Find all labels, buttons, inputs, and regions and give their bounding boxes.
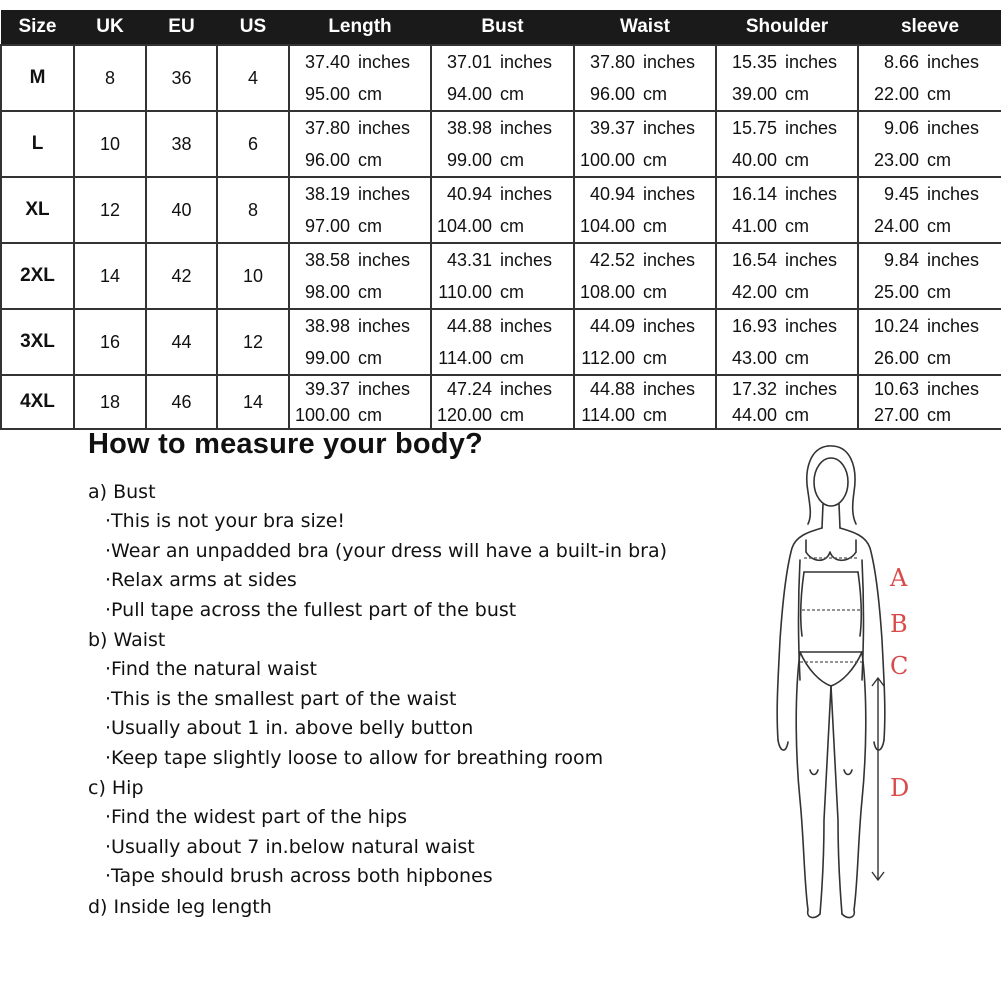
measurement-cm-line	[575, 342, 715, 374]
waist-cell	[574, 111, 716, 177]
shoulder-cell	[716, 309, 858, 375]
us-cell: 12	[217, 309, 289, 375]
measurement-unit: cm	[358, 347, 382, 368]
size-cell: 3XL	[1, 309, 74, 375]
measurement-value: 110.00	[438, 281, 492, 302]
measurement-value: 39.37	[589, 117, 635, 138]
measurement-unit: cm	[927, 347, 951, 368]
eu-cell: 44	[146, 309, 217, 375]
measurement-in-line	[432, 244, 573, 276]
measurement-value: 96.00	[304, 149, 350, 170]
measurement-value: 44.09	[589, 315, 635, 336]
measurement-value: 16.14	[731, 183, 777, 204]
measurement-cm-line	[290, 144, 430, 176]
label-c: C	[890, 652, 909, 680]
measurement-cm-line	[717, 144, 857, 176]
size-cell: 2XL	[1, 243, 74, 309]
sleeve-cell	[858, 177, 1001, 243]
us-cell: 4	[217, 45, 289, 111]
measurement-in-line	[859, 178, 1001, 210]
length-cell	[289, 375, 431, 429]
measurement-value: 37.80	[304, 117, 350, 138]
waist-cell	[574, 243, 716, 309]
measurement-cm-line	[859, 144, 1001, 176]
measurement-in-line	[290, 46, 430, 78]
measurement-in-line	[859, 310, 1001, 342]
sleeve-cell	[858, 111, 1001, 177]
measurement-value: 10.63	[873, 378, 919, 399]
measurement-value: 39.00	[731, 83, 777, 104]
measurement-unit: inches	[785, 378, 838, 399]
measurement-unit: cm	[643, 149, 667, 170]
measurement-cm-line	[432, 402, 573, 428]
measurement-value: 94.00	[446, 83, 492, 104]
measurement-cm-line	[575, 402, 715, 428]
table-row	[1, 243, 1001, 309]
measurement-unit: cm	[500, 347, 524, 368]
tip-item: ·Keep tape slightly loose to allow for breathing room	[105, 746, 604, 769]
measurement-unit: inches	[500, 117, 553, 138]
measurement-cm-line	[290, 78, 430, 110]
waist-cell	[574, 309, 716, 375]
measurement-in-line	[717, 310, 857, 342]
tip-item: ·Find the natural waist	[105, 658, 317, 680]
measurement-in-line	[575, 178, 715, 210]
measurement-unit: cm	[500, 83, 524, 104]
measurement-unit: inches	[927, 315, 980, 336]
measurement-value: 104.00	[436, 215, 492, 236]
measurement-unit: cm	[358, 404, 382, 425]
measurement-in-line	[290, 112, 430, 144]
guide-section-waist	[88, 625, 603, 773]
shoulder-cell	[716, 243, 858, 309]
header-length: Length	[289, 10, 431, 45]
measurement-in-line	[859, 46, 1001, 78]
measurement-value: 114.00	[438, 347, 492, 368]
measurement-value: 100.00	[294, 404, 350, 425]
measurement-unit: cm	[785, 215, 809, 236]
measurement-value: 37.40	[304, 51, 350, 72]
measurement-cm-line	[717, 276, 857, 308]
sleeve-cell	[858, 243, 1001, 309]
us-cell: 8	[217, 177, 289, 243]
measurement-cm-line	[432, 276, 573, 308]
measurement-in-line	[432, 310, 573, 342]
measurement-cm-line	[717, 342, 857, 374]
measurement-unit: inches	[643, 183, 696, 204]
measurement-unit: cm	[500, 215, 524, 236]
uk-cell: 14	[74, 243, 146, 309]
measurement-in-line	[432, 46, 573, 78]
measurement-value: 97.00	[304, 215, 350, 236]
measurement-unit: cm	[927, 281, 951, 302]
measurement-value: 47.24	[446, 378, 492, 399]
measurement-value: 16.93	[731, 315, 777, 336]
measurement-cm-line	[432, 210, 573, 242]
measurement-in-line	[575, 46, 715, 78]
measurement-unit: cm	[643, 347, 667, 368]
eu-cell: 40	[146, 177, 217, 243]
measurement-value: 23.00	[873, 149, 919, 170]
measurement-unit: cm	[358, 149, 382, 170]
measurement-unit: cm	[500, 404, 524, 425]
measurement-unit: cm	[927, 215, 951, 236]
header-size: Size	[1, 10, 74, 45]
measurement-unit: inches	[358, 378, 411, 399]
us-cell: 6	[217, 111, 289, 177]
guide-section-bust	[88, 477, 667, 625]
section-heading: b) Waist	[88, 629, 166, 651]
table-row	[1, 375, 1001, 429]
measurement-unit: cm	[927, 83, 951, 104]
measurement-unit: cm	[927, 149, 951, 170]
measurement-in-line	[859, 112, 1001, 144]
size-chart-table	[0, 10, 1001, 430]
table-row	[1, 309, 1001, 375]
measurement-in-line	[432, 178, 573, 210]
measurement-unit: inches	[643, 51, 696, 72]
waist-cell	[574, 375, 716, 429]
guide-section-inside-leg	[88, 892, 272, 922]
tip-item: ·Usually about 7 in.below natural waist	[105, 835, 475, 858]
eu-cell: 38	[146, 111, 217, 177]
measurement-value: 42.52	[589, 249, 635, 270]
measurement-value: 39.37	[304, 378, 350, 399]
measurement-value: 15.75	[731, 117, 777, 138]
shoulder-cell	[716, 177, 858, 243]
tip-item: ·Wear an unpadded bra (your dress will have a built-in bra)	[105, 539, 668, 562]
measurement-unit: inches	[643, 249, 696, 270]
table-header-row	[1, 10, 1001, 45]
measurement-unit: cm	[358, 215, 382, 236]
eu-cell: 46	[146, 375, 217, 429]
bust-cell	[431, 309, 574, 375]
length-cell	[289, 45, 431, 111]
measurement-unit: inches	[358, 315, 411, 336]
measurement-unit: inches	[643, 378, 696, 399]
measurement-in-line	[290, 310, 430, 342]
tip-item: ·Tape should brush across both hipbones	[105, 865, 493, 888]
measurement-in-line	[717, 244, 857, 276]
measurement-unit: inches	[643, 315, 696, 336]
measurement-value: 38.98	[304, 315, 350, 336]
shoulder-cell	[716, 45, 858, 111]
measurement-value: 120.00	[436, 404, 492, 425]
measurement-unit: inches	[500, 378, 553, 399]
measurement-cm-line	[575, 276, 715, 308]
label-a: A	[890, 564, 908, 592]
measurement-cm-line	[290, 276, 430, 308]
measurement-unit: inches	[927, 183, 980, 204]
guide-title: How to measure your body?	[88, 428, 483, 460]
measurement-cm-line	[859, 342, 1001, 374]
measurement-value: 22.00	[873, 83, 919, 104]
section-heading: a) Bust	[88, 481, 156, 503]
measurement-in-line	[575, 112, 715, 144]
measurement-value: 114.00	[581, 404, 635, 425]
label-d: D	[890, 774, 910, 802]
table-row	[1, 45, 1001, 111]
bust-cell	[431, 177, 574, 243]
measurement-unit: cm	[785, 149, 809, 170]
measurement-unit: cm	[500, 149, 524, 170]
uk-cell: 18	[74, 375, 146, 429]
measurement-in-line	[717, 112, 857, 144]
measurement-unit: inches	[785, 117, 838, 138]
measurement-value: 17.32	[731, 378, 777, 399]
measurement-cm-line	[432, 144, 573, 176]
measurement-unit: inches	[927, 249, 980, 270]
length-cell	[289, 309, 431, 375]
header-bust: Bust	[431, 10, 574, 45]
measurement-in-line	[575, 376, 715, 402]
measurement-cm-line	[859, 210, 1001, 242]
measurement-value: 9.84	[883, 249, 919, 270]
measurement-in-line	[859, 244, 1001, 276]
measurement-in-line	[432, 376, 573, 402]
measurement-cm-line	[290, 342, 430, 374]
measurement-in-line	[575, 244, 715, 276]
measurement-in-line	[290, 244, 430, 276]
section-heading: c) Hip	[88, 777, 144, 799]
measurement-unit: inches	[500, 51, 553, 72]
measurement-unit: cm	[358, 281, 382, 302]
tip-item: ·Pull tape across the fullest part of the bust	[105, 598, 517, 621]
bust-cell	[431, 45, 574, 111]
measurement-value: 40.94	[589, 183, 635, 204]
measurement-cm-line	[290, 402, 430, 428]
waist-cell	[574, 177, 716, 243]
measurement-value: 37.80	[589, 51, 635, 72]
measurement-cm-line	[859, 276, 1001, 308]
measurement-cm-line	[432, 342, 573, 374]
uk-cell: 8	[74, 45, 146, 111]
measurement-unit: cm	[785, 281, 809, 302]
length-cell	[289, 111, 431, 177]
measurement-value: 44.88	[446, 315, 492, 336]
measurement-unit: cm	[927, 404, 951, 425]
measurement-in-line	[432, 112, 573, 144]
sleeve-cell	[858, 309, 1001, 375]
us-cell: 14	[217, 375, 289, 429]
measurement-unit: inches	[927, 117, 980, 138]
measurement-value: 41.00	[731, 215, 777, 236]
body-measurement-figure	[760, 440, 1000, 930]
measurement-unit: inches	[927, 378, 980, 399]
tip-item: ·Find the widest part of the hips	[105, 806, 408, 828]
measurement-unit: cm	[643, 404, 667, 425]
tip-item: ·Relax arms at sides	[105, 569, 297, 592]
bust-cell	[431, 243, 574, 309]
tip-item: ·This is not your bra size!	[105, 510, 346, 532]
measurement-unit: inches	[500, 249, 553, 270]
measurement-cm-line	[290, 210, 430, 242]
measurement-value: 40.94	[446, 183, 492, 204]
measurement-value: 10.24	[873, 315, 919, 336]
measurement-value: 44.88	[589, 378, 635, 399]
measurement-in-line	[290, 178, 430, 210]
measurement-cm-line	[717, 210, 857, 242]
measurement-unit: inches	[500, 183, 553, 204]
table-body	[1, 45, 1001, 429]
guide-section-hip	[88, 773, 493, 892]
measurement-in-line	[859, 376, 1001, 402]
measurement-value: 26.00	[873, 347, 919, 368]
measurement-unit: cm	[643, 215, 667, 236]
measurement-unit: cm	[785, 404, 809, 425]
measurement-value: 15.35	[731, 51, 777, 72]
measurement-value: 43.00	[731, 347, 777, 368]
measurement-unit: inches	[785, 315, 838, 336]
sleeve-cell	[858, 375, 1001, 429]
measurement-value: 43.31	[446, 249, 492, 270]
bust-cell	[431, 375, 574, 429]
header-eu: EU	[146, 10, 217, 45]
length-cell	[289, 177, 431, 243]
measurement-value: 24.00	[873, 215, 919, 236]
measurement-unit: cm	[643, 281, 667, 302]
measurement-unit: inches	[358, 183, 411, 204]
measurement-unit: inches	[358, 249, 411, 270]
measurement-value: 104.00	[579, 215, 635, 236]
header-shoulder: Shoulder	[716, 10, 858, 45]
tip-item: ·This is the smallest part of the waist	[105, 687, 457, 710]
measurement-value: 112.00	[581, 347, 635, 368]
measurement-value: 44.00	[731, 404, 777, 425]
measurement-value: 96.00	[589, 83, 635, 104]
sleeve-cell	[858, 45, 1001, 111]
measurement-unit: inches	[358, 51, 411, 72]
shoulder-cell	[716, 375, 858, 429]
table-row	[1, 177, 1001, 243]
measurement-value: 99.00	[304, 347, 350, 368]
shoulder-cell	[716, 111, 858, 177]
size-cell: L	[1, 111, 74, 177]
measurement-in-line	[717, 376, 857, 402]
eu-cell: 42	[146, 243, 217, 309]
tip-item: ·Usually about 1 in. above belly button	[105, 717, 474, 740]
measurement-in-line	[290, 376, 430, 402]
measurement-in-line	[717, 46, 857, 78]
measurement-value: 100.00	[579, 149, 635, 170]
measurement-value: 38.19	[304, 183, 350, 204]
header-sleeve: sleeve	[858, 10, 1001, 45]
measurement-unit: inches	[358, 117, 411, 138]
measurement-unit: cm	[643, 83, 667, 104]
table-row	[1, 111, 1001, 177]
size-cell: XL	[1, 177, 74, 243]
measurement-unit: inches	[785, 51, 838, 72]
measurement-value: 25.00	[873, 281, 919, 302]
label-b: B	[890, 610, 908, 638]
size-cell: 4XL	[1, 375, 74, 429]
waist-cell	[574, 45, 716, 111]
measurement-value: 42.00	[731, 281, 777, 302]
measurement-in-line	[717, 178, 857, 210]
measurement-unit: inches	[643, 117, 696, 138]
measurement-value: 40.00	[731, 149, 777, 170]
uk-cell: 12	[74, 177, 146, 243]
measurement-cm-line	[859, 402, 1001, 428]
measurement-unit: cm	[500, 281, 524, 302]
measurement-cm-line	[575, 210, 715, 242]
measurement-unit: cm	[785, 83, 809, 104]
measurement-value: 95.00	[304, 83, 350, 104]
measurement-value: 38.98	[446, 117, 492, 138]
measurement-in-line	[575, 310, 715, 342]
length-cell	[289, 243, 431, 309]
measurement-value: 8.66	[883, 51, 919, 72]
uk-cell: 10	[74, 111, 146, 177]
section-heading: d) Inside leg length	[88, 896, 272, 918]
measurement-unit: inches	[500, 315, 553, 336]
header-uk: UK	[74, 10, 146, 45]
header-us: US	[217, 10, 289, 45]
measurement-cm-line	[575, 78, 715, 110]
eu-cell: 36	[146, 45, 217, 111]
measurement-value: 108.00	[579, 281, 635, 302]
bust-cell	[431, 111, 574, 177]
measurement-value: 98.00	[304, 281, 350, 302]
measurement-cm-line	[717, 78, 857, 110]
measurement-value: 99.00	[446, 149, 492, 170]
measurement-value: 9.45	[883, 183, 919, 204]
measurement-unit: inches	[927, 51, 980, 72]
measurement-value: 16.54	[731, 249, 777, 270]
measurement-cm-line	[859, 78, 1001, 110]
measurement-cm-line	[575, 144, 715, 176]
measurement-unit: inches	[785, 249, 838, 270]
size-cell: M	[1, 45, 74, 111]
measurement-cm-line	[432, 78, 573, 110]
measurement-value: 38.58	[304, 249, 350, 270]
measurement-cm-line	[717, 402, 857, 428]
measurement-unit: cm	[785, 347, 809, 368]
measurement-value: 27.00	[873, 404, 919, 425]
measurement-unit: inches	[785, 183, 838, 204]
measurement-value: 9.06	[883, 117, 919, 138]
measurement-unit: cm	[358, 83, 382, 104]
uk-cell: 16	[74, 309, 146, 375]
header-waist: Waist	[574, 10, 716, 45]
measurement-value: 37.01	[446, 51, 492, 72]
us-cell: 10	[217, 243, 289, 309]
